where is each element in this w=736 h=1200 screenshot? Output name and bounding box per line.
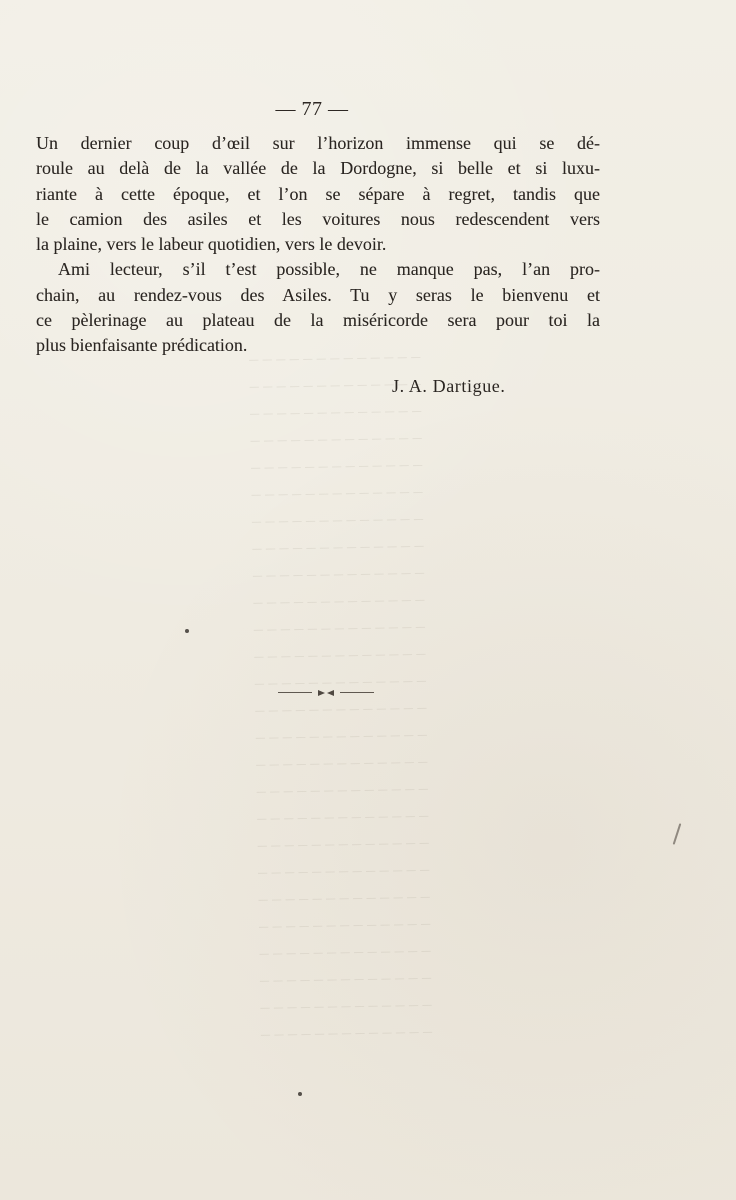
author-signature: J. A. Dartigue. xyxy=(392,376,506,396)
paper-scratch xyxy=(673,823,682,845)
section-divider-ornament xyxy=(278,689,374,697)
text-line: roule au delà de la vallée de la Dordogne, si belle et si luxu- xyxy=(36,158,600,179)
page-number: — 77 — xyxy=(275,98,349,120)
body-text xyxy=(36,131,600,359)
text-line: chain, au rendez-vous des Asiles. Tu y seras le bienvenu et xyxy=(36,284,600,305)
show-through-texture: _ _ _ _ _ _ _ _ _ _ _ _ _ _ _ _ _ _ _ _ _ _ _ _ _ _ _ _ _ _ _ _ _ _ _ _ _ _ _ _ _ _ _ _ _ _ _ _ _ _ _ _ _ _ _ _ _ _ _ _ _ _ _ _ _ _ _ _ _ _ _ _ _ _ _ _ _ _ _ _ _ _ _ _ _ _ _ _ _ _ _ _ _ _ _ _ _ _ _ _ _ _ _ _ _ _ _ _ _ _ _ _ _ _ _ _ _ _ _ _ _ _ _ _ _ _ _ _ _ _ _ _ _ _ _ _ _ _ _ _ _ _ _ _ _ _ _ _ _ _ _ _ _ _ _ _ _ _ _ _ _ _ _ _ _ _ _ _ _ _ _ _ _ _ _ _ _ _ _ _ _ _ _ _ _ _ _ _ _ _ _ _ _ _ _ _ _ _ _ _ _ _ _ _ _ _ _ _ _ _ _ _ _ _ _ _ _ _ _ _ _ _ _ _ _ _ _ _ _ _ _ _ _ _ _ _ _ _ _ _ _ _ _ _ _ _ _ _ _ _ _ _ _ _ _ _ _ _ _ _ _ _ _ _ _ _ _ _ _ _ _ _ _ _ _ _ _ _ _ _ _ _ _ _ _ _ _ _ _ _ _ _ _ _ _ _ _ _ _ _ _ _ _ _ _ _ _ _ _ _ _ _ _ _ _ _ _ _ _ _ _ _ _ _ _ _ _ _ _ _ _ _ _ _ _ _ _ _ xyxy=(248,339,433,1038)
ink-speck xyxy=(185,629,189,633)
text-line: Ami lecteur, s’il t’est possible, ne manque pas, l’an pro- xyxy=(58,259,600,280)
text-line: le camion des asiles et les voitures nous redescendent vers xyxy=(36,208,600,229)
text-line: plus bienfaisante prédication. xyxy=(36,335,248,356)
text-line: ce pèlerinage au plateau de la miséricorde sera pour toi la xyxy=(36,310,600,331)
text-line: riante à cette époque, et l’on se sépare à regret, tandis que xyxy=(36,183,600,204)
ink-speck xyxy=(298,1092,302,1096)
text-line: la plaine, vers le labeur quotidien, vers le devoir. xyxy=(36,234,387,255)
divider-rule-left xyxy=(278,692,312,693)
text-line: Un dernier coup d’œil sur l’horizon immense qui se dé- xyxy=(36,133,600,153)
divider-rule-right xyxy=(340,692,374,693)
divider-center-icon xyxy=(316,690,336,696)
